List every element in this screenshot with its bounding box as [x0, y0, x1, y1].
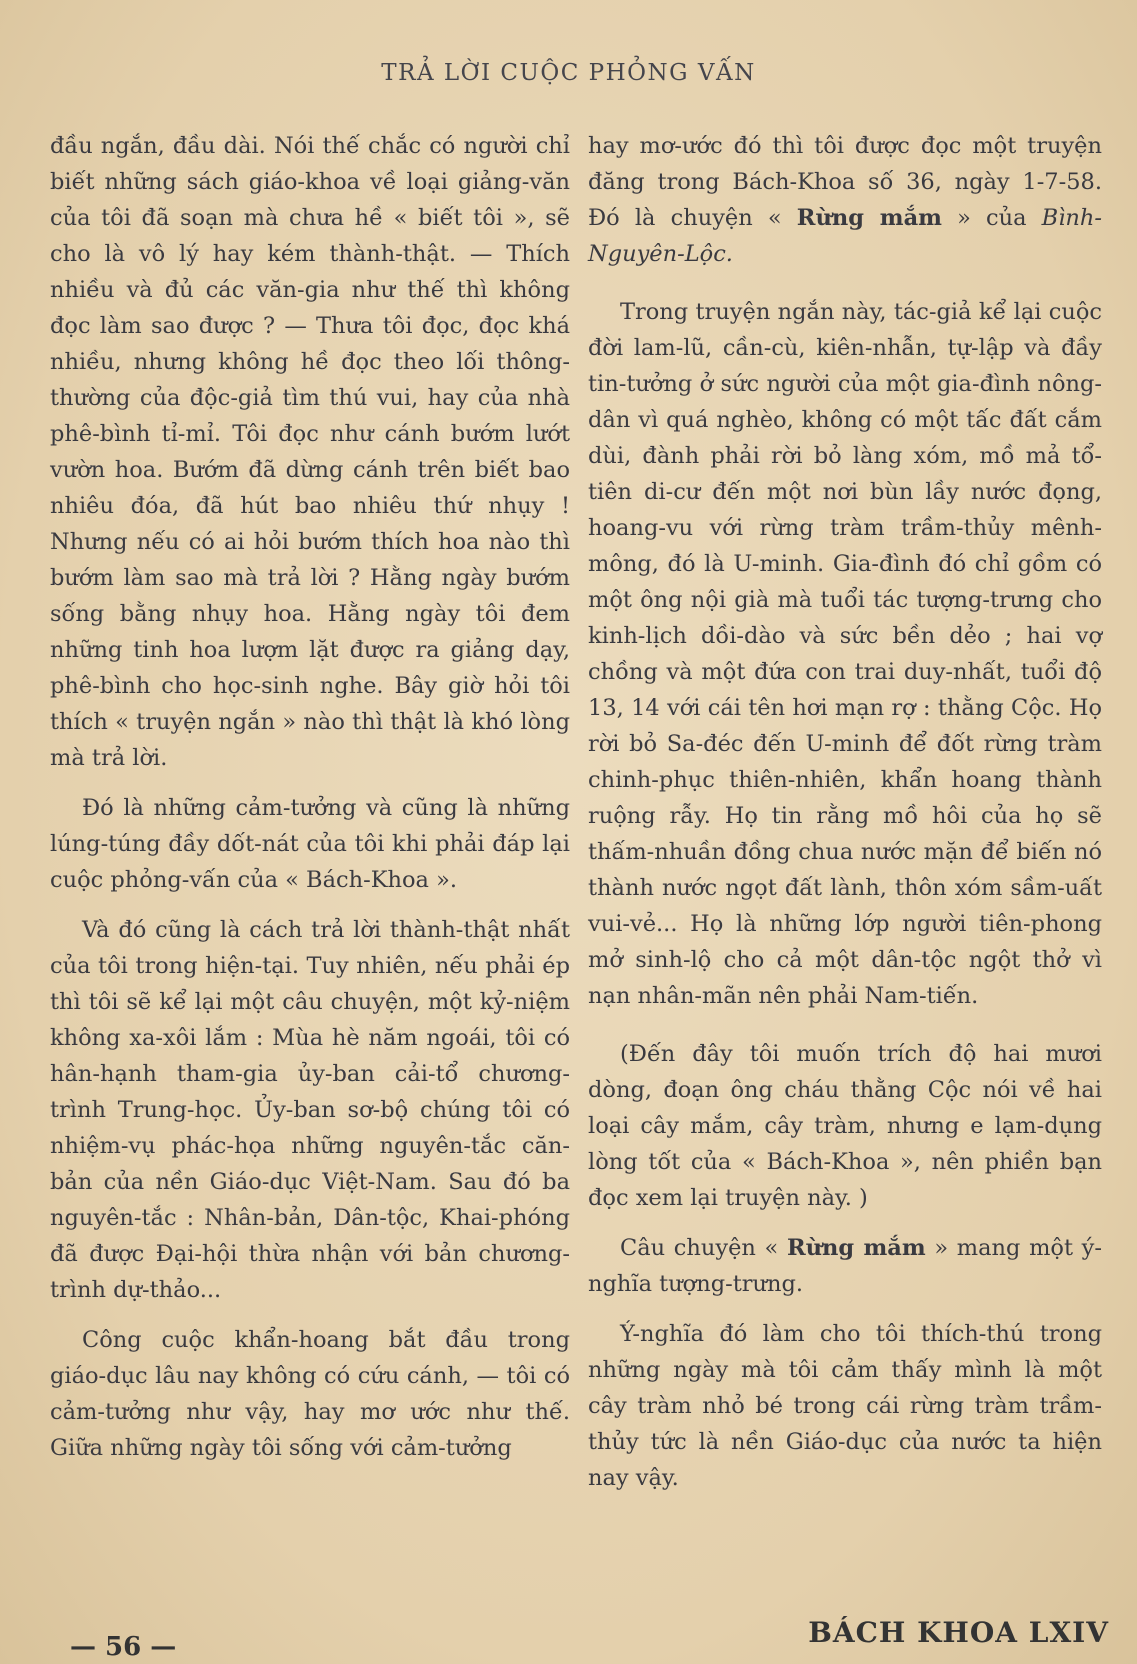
- paragraph: đầu ngắn, đầu dài. Nói thế chắc có người chỉ biết những sách giáo-khoa về loại giảng-văn của tôi đã soạn mà chưa hề « biết tôi », sẽ cho là vô lý hay kém thành-thật. — Thích nhiều và đủ các văn-gia như thế thì không đọc làm sao được ? — Thưa tôi đọc, đọc khá nhiều, nhưng không hề đọc theo lối thông-thường của độc-giả tìm thú vui, hay của nhà phê-bình tỉ-mỉ. Tôi đọc như cánh bướm lướt vườn hoa. Bướm đã dừng cánh trên biết bao nhiêu đóa, đã hút bao nhiêu thứ nhụy ! Nhưng nếu có ai hỏi bướm thích hoa nào thì bướm làm sao mà trả lời ? Hằng ngày bướm sống bằng nhụy hoa. Hằng ngày tôi đem những tinh hoa lượm lặt được ra giảng dạy, phê-bình cho học-sinh nghe. Bây giờ hỏi tôi thích « truyện ngắn » nào thì thật là khó lòng mà trả lời.: [50, 133, 570, 771]
- text-run: hay mơ-ước đó thì tôi được đọc một truyện đăng trong Bách-Khoa số 36, ngày 1-7-58. Đó là chuyện «: [588, 133, 1102, 231]
- story-title: Rừng mắm: [786, 1235, 926, 1261]
- paragraph: Công cuộc khẩn-hoang bắt đầu trong giáo-dục lâu nay không có cứu cánh, — tôi có cảm-tưởng như vậy, hay mơ ước như thế. Giữa những ngày tôi sống với cảm-tưởng: [50, 1327, 570, 1461]
- paragraph: Và đó cũng là cách trả lời thành-thật nhất của tôi trong hiện-tại. Tuy nhiên, nếu phải ép thì tôi sẽ kể lại một câu chuyện, một kỷ-niệm không xa-xôi lắm : Mùa hè năm ngoái, tôi có hân-hạnh tham-gia ủy-ban cải-tổ chương-trình Trung-học. Ủy-ban sơ-bộ chúng tôi có nhiệm-vụ phác-họa những nguyên-tắc căn-bản của nền Giáo-dục Việt-Nam. Sau đó ba nguyên-tắc : Nhân-bản, Dân-tộc, Khai-phóng đã được Đại-hội thừa nhận với bản chương-trình dự-thảo...: [50, 917, 570, 1303]
- running-header: TRẢ LỜI CUỘC PHỎNG VẤN: [381, 60, 756, 86]
- paragraph: Ý-nghĩa đó làm cho tôi thích-thú trong những ngày mà tôi cảm thấy mình là một cây tràm nhỏ bé trong cái rừng tràm trầm-thủy tức là nền Giáo-dục của nước ta hiện nay vậy.: [588, 1321, 1102, 1491]
- right-column: [588, 128, 1102, 1510]
- left-column: [50, 128, 570, 1480]
- author-name: Bình-Nguyên-Lộc.: [588, 205, 1102, 267]
- page-number: — 56 —: [70, 1632, 177, 1662]
- journal-name: BÁCH KHOA LXIV: [808, 1616, 1109, 1649]
- paragraph: [588, 128, 1102, 272]
- text-run: » mang một ý-nghĩa tượng-trưng.: [588, 1235, 1102, 1297]
- paragraph: Trong truyện ngắn này, tác-giả kể lại cuộc đời lam-lũ, cần-cù, kiên-nhẫn, tự-lập và đầy tin-tưởng ở sức người của một gia-đình nông-dân vì quá nghèo, không có một tấc đất cắm dùi, đành phải rời bỏ làng xóm, mồ mả tổ-tiên di-cư đến một nơi bùn lầy nước đọng, hoang-vu với rừng tràm trầm-thủy mênh-mông, đó là U-minh. Gia-đình đó chỉ gồm có một ông nội già mà tuổi tác tượng-trưng cho kinh-lịch dồi-dào và sức bền dẻo ; hai vợ chồng và một đứa con trai duy-nhất, tuổi độ 13, 14 với cái tên hơi mạn rợ : thằng Cộc. Họ rời bỏ Sa-đéc đến U-minh để đốt rừng tràm chinh-phục thiên-nhiên, khẩn hoang thành ruộng rẫy. Họ tin rằng mồ hôi của họ sẽ thấm-nhuần đồng chua nước mặn để biến nó thành nước ngọt đất lành, thôn xóm sầm-uất vui-vẻ... Họ là những lớp người tiên-phong mở sinh-lộ cho cả một dân-tộc ngột thở vì nạn nhân-mãn nên phải Nam-tiến.: [588, 299, 1102, 1009]
- paragraph: (Đến đây tôi muốn trích độ hai mươi dòng, đoạn ông cháu thằng Cộc nói về hai loại cây mắm, cây tràm, nhưng e lạm-dụng lòng tốt của « Bách-Khoa », nên phiền bạn đọc xem lại truyện này. ): [588, 1041, 1102, 1211]
- paragraph: Đó là những cảm-tưởng và cũng là những lúng-túng đầy dốt-nát của tôi khi phải đáp lại cuộc phỏng-vấn của « Bách-Khoa ».: [50, 795, 570, 893]
- text-run: Câu chuyện «: [620, 1235, 787, 1261]
- story-title: Rừng mắm: [796, 205, 942, 231]
- text-run: » của: [941, 205, 1042, 231]
- paragraph: [588, 1230, 1102, 1302]
